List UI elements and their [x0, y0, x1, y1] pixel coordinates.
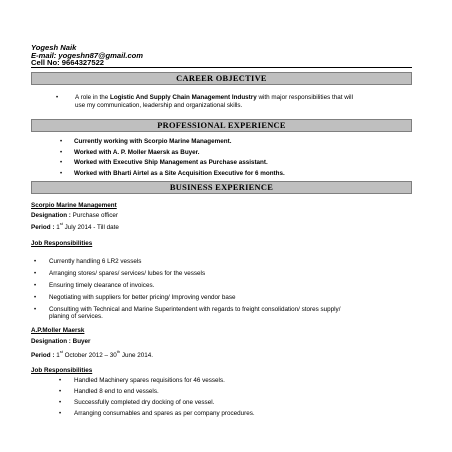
job1-item: Ensuring timely clearance of invoices.: [49, 282, 155, 289]
job1-company: Scorpio Marine Management: [31, 202, 117, 209]
job2-item: Arranging consumables and spares as per company procedures.: [74, 410, 255, 417]
business-experience-heading: BUSINESS EXPERIENCE: [31, 181, 412, 194]
bullet-icon: •: [34, 259, 37, 265]
bullet-icon: •: [60, 160, 63, 166]
header-divider: [31, 67, 412, 68]
job2-item: Handled 8 end to end vessels.: [74, 388, 159, 395]
job1-designation: Designation : Purchase officer: [31, 212, 119, 219]
professional-item: Worked with Executive Ship Management as Purchase assistant.: [74, 159, 268, 166]
job2-period: Period : 1st October 2012 – 30th June 2014.: [31, 349, 154, 359]
job2-designation: Designation : Buyer: [31, 338, 91, 345]
career-objective-line-2: use my communication, leadership and organizational skills.: [75, 102, 243, 109]
job1-item-continued: planing of services.: [49, 313, 103, 320]
bullet-icon: •: [59, 400, 62, 406]
professional-item: Worked with A. P. Moller Maersk as Buyer.: [74, 149, 200, 156]
bullet-icon: •: [34, 295, 37, 301]
candidate-phone: Cell No: 9664327522: [31, 58, 105, 67]
professional-item: Worked with Bharti Airtel as a Site Acquisition Executive for 6 months.: [74, 170, 285, 177]
career-objective-heading: CAREER OBJECTIVE: [31, 72, 412, 85]
job2-item: Successfully completed dry docking of one vessel.: [74, 399, 215, 406]
professional-experience-heading: PROFESSIONAL EXPERIENCE: [31, 119, 412, 132]
job1-period: Period : 1st July 2014 - Till date: [31, 221, 119, 231]
job1-item: Negotiating with suppliers for better pricing/ Improving vendor base: [49, 294, 236, 301]
career-objective-line-1: A role in the Logistic And Supply Chain Management Industry with major responsibilities that will: [75, 94, 353, 101]
bullet-icon: •: [34, 271, 37, 277]
bullet-icon: •: [60, 171, 63, 177]
bullet-icon: •: [34, 283, 37, 289]
job2-item: Handled Machinery spares requisitions for 46 vessels.: [74, 377, 225, 384]
job1-item: Currently handling 6 LR2 vessels: [49, 258, 142, 265]
job1-item: Consulting with Technical and Marine Superintendent with regards to freight consolidation/ stores supply/: [49, 306, 341, 313]
bullet-icon: •: [60, 139, 63, 145]
job1-responsibilities-heading: Job Responsibilities: [31, 240, 93, 247]
professional-item: Currently working with Scorpio Marine Management.: [74, 138, 232, 145]
candidate-name: Yogesh Naik: [31, 43, 77, 52]
job2-responsibilities-heading: Job Responsibilities: [31, 367, 93, 374]
bullet-icon: •: [59, 389, 62, 395]
bullet-icon: •: [56, 95, 59, 101]
bullet-icon: •: [59, 378, 62, 384]
bullet-icon: •: [59, 411, 62, 417]
candidate-email: E-mail: yogeshn87@gmail.com: [31, 51, 144, 60]
job1-item: Arranging stores/ spares/ services/ lubes for the vessels: [49, 270, 206, 277]
bullet-icon: •: [34, 307, 37, 313]
job2-company: A.P.Moller Maersk: [31, 327, 85, 334]
bullet-icon: •: [60, 150, 63, 156]
